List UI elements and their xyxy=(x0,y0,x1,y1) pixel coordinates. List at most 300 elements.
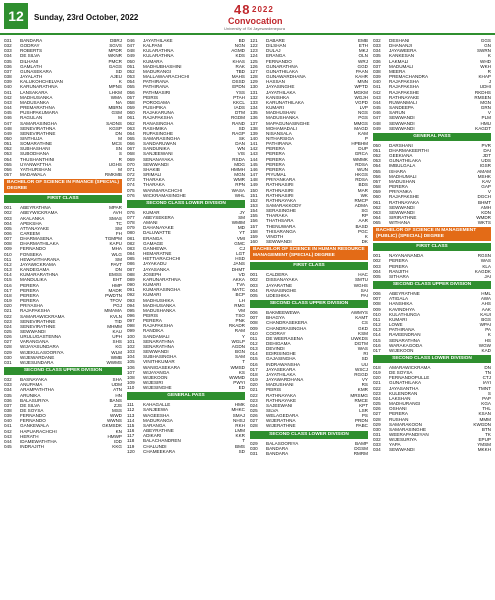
graduate-number: 136 xyxy=(250,115,258,121)
graduate-number: 043 xyxy=(4,99,12,105)
graduate-number: 011 xyxy=(4,256,12,262)
graduate-initials: EHT xyxy=(112,277,122,283)
graduate-initials: KDS xyxy=(235,53,245,59)
graduate-initials: MDG xyxy=(234,161,245,167)
graduate-name: MALLAWAARACHCHI xyxy=(143,74,190,80)
graduate-number: 025 xyxy=(4,328,12,334)
graduate-number: 046 xyxy=(4,115,12,121)
graduate-number: 144 xyxy=(250,156,258,162)
graduate-number: 160 xyxy=(250,239,258,245)
graduate-initials: MCS xyxy=(111,141,122,147)
graduate-name: INDRAJITH xyxy=(20,444,44,450)
graduate-name: MADUSHANI xyxy=(266,382,294,388)
graduate-name: RANASINGHA xyxy=(143,120,174,126)
degree-heading: BACHELOR OF SCIENCE IN HUMAN RESOURCE MANAGEMENT (SPECIAL) DEGREE xyxy=(250,246,368,260)
graduate-number: 128 xyxy=(250,74,258,80)
graduate-name: RAJAPAKSHA xyxy=(389,79,420,85)
graduate-name: BANDARA xyxy=(266,445,289,451)
graduate-number: 022 xyxy=(4,313,12,319)
graduate-name: SAJEEWANI xyxy=(266,402,293,408)
graduate-number: 050 xyxy=(373,142,381,148)
graduate-number: 079 xyxy=(127,225,135,231)
graduate-initials: WPAI xyxy=(479,322,491,328)
graduate-name: DILSHAN xyxy=(266,43,286,49)
graduate-number: 023 xyxy=(250,397,258,403)
graduate-initials: KN xyxy=(115,428,122,434)
graduate-number: 055 xyxy=(4,161,12,167)
graduate-number: 053 xyxy=(4,151,12,157)
graduate-name: SEWWANDI xyxy=(389,115,415,121)
graduate-number: 041 xyxy=(4,89,12,95)
graduate-name: GAJASINGHA xyxy=(266,356,296,362)
graduate-name: SENEVIRATHNE xyxy=(20,323,56,329)
graduate-initials: DAN xyxy=(235,141,245,147)
graduate-name: YATHURSHAN xyxy=(20,166,51,172)
graduate-name: DHANANJI xyxy=(389,43,412,49)
graduate-name: RATHNASIRI xyxy=(266,182,294,188)
graduate-initials: V xyxy=(487,189,491,195)
list-item xyxy=(250,423,368,428)
graduate-initials: KS xyxy=(238,369,245,375)
graduate-number: 148 xyxy=(250,177,258,183)
graduate-name: SOMARATHNE xyxy=(20,141,53,147)
graduate-name: KUMAR xyxy=(143,209,160,215)
graduate-name: WAGEESHA xyxy=(143,412,170,418)
graduate-name: PEIRIS xyxy=(266,387,282,393)
graduate-name: MOHAMADALI xyxy=(266,125,297,131)
graduate-number: 139 xyxy=(250,130,258,136)
graduate-number: 057 xyxy=(373,178,381,184)
graduate-initials: KAUI xyxy=(480,311,491,317)
graduate-initials: GKMSDK xyxy=(102,423,122,429)
graduate-number: 058 xyxy=(373,184,381,190)
graduate-number: 015 xyxy=(4,277,12,283)
graduate-number: 006 xyxy=(250,310,258,316)
graduate-initials: RKH xyxy=(235,422,245,428)
graduate-name: KULENDRAN xyxy=(389,390,418,396)
graduate-number: 071 xyxy=(127,166,135,172)
graduate-number: 017 xyxy=(373,347,381,353)
graduate-initials: AGDN xyxy=(231,343,245,349)
graduate-initials: THL xyxy=(482,406,491,412)
graduate-initials: HMU xyxy=(480,120,491,126)
graduate-name: VARANGANA xyxy=(20,339,49,345)
graduate-number: 094 xyxy=(127,302,135,308)
graduate-initials: WWMS xyxy=(106,359,122,365)
graduate-number: 158 xyxy=(250,228,258,234)
graduate-number: 059 xyxy=(373,189,381,195)
graduate-initials: RKADR xyxy=(228,323,245,329)
graduate-name: RASHMIKA xyxy=(143,125,167,131)
graduate-number: 090 xyxy=(127,282,135,288)
graduate-number: 129 xyxy=(250,79,258,85)
graduate-number: 125 xyxy=(250,58,258,64)
graduate-number: 034 xyxy=(373,48,381,54)
graduate-name: PATHIRANA xyxy=(389,327,415,333)
graduate-number: 013 xyxy=(250,346,258,352)
graduate-name: COORAY xyxy=(266,330,286,336)
graduate-number: 072 xyxy=(127,172,135,178)
graduate-initials: KLA xyxy=(482,263,491,269)
graduate-number: 075 xyxy=(127,187,135,193)
graduate-name: URULUGASTENNA xyxy=(20,334,62,340)
graduate-number: 026 xyxy=(4,334,12,340)
graduate-number: 013 xyxy=(4,267,12,273)
graduate-initials: IDD xyxy=(114,438,122,444)
graduate-name: HANSHIKA xyxy=(389,301,413,307)
graduate-name: MANDULIKA xyxy=(20,277,47,283)
graduate-initials: DTM xyxy=(235,110,245,116)
graduate-name: LOWE xyxy=(389,322,403,328)
graduate-initials: ATN xyxy=(113,387,122,393)
graduate-name: VINITHKUMAR xyxy=(143,359,175,365)
graduate-number: 123 xyxy=(250,48,258,54)
graduate-number: 054 xyxy=(373,163,381,169)
graduate-number: 114 xyxy=(127,417,135,423)
graduate-initials: K xyxy=(487,53,491,59)
graduate-name: GANHEWA xyxy=(143,245,167,251)
graduate-number: 035 xyxy=(4,392,12,398)
graduate-name: SENEVIRATHNA xyxy=(20,125,56,131)
graduate-name: PRIYANKA xyxy=(389,189,412,195)
issue-date: Sunday, 23rd October, 2022 xyxy=(34,13,139,22)
graduate-name: PERERA xyxy=(266,156,285,162)
graduate-initials: DBRJ xyxy=(110,38,122,43)
graduate-initials: RS xyxy=(361,382,368,388)
graduate-name: PUSHPAKUMARA xyxy=(20,110,59,116)
graduate-initials: HPBHM xyxy=(351,141,368,147)
graduate-initials: BANS xyxy=(109,397,122,403)
graduate-number: 055 xyxy=(127,84,135,90)
graduate-initials: KPT xyxy=(359,402,368,408)
graduate-number: 060 xyxy=(373,194,381,200)
graduate-initials: KKG xyxy=(112,444,122,450)
graduate-number: 033 xyxy=(373,442,381,448)
graduate-initials: WSCJ xyxy=(354,366,368,372)
graduate-number: 131 xyxy=(250,89,258,95)
graduate-number: 058 xyxy=(127,99,135,105)
graduate-number: 016 xyxy=(4,282,12,288)
graduate-initials: WN xyxy=(237,146,245,152)
graduate-name: PEIRIS xyxy=(143,94,159,100)
graduate-number: 098 xyxy=(127,323,135,329)
graduate-number: 080 xyxy=(127,230,135,236)
graduate-initials: HML xyxy=(481,291,491,297)
graduate-number: 104 xyxy=(127,354,135,360)
graduate-number: 048 xyxy=(4,125,12,131)
graduate-initials: DSSD xyxy=(232,79,245,85)
graduate-initials: GAGS xyxy=(108,63,122,69)
graduate-number: 031 xyxy=(250,450,258,456)
graduate-number: 003 xyxy=(4,215,12,221)
graduate-number: 110 xyxy=(127,385,135,391)
graduate-name: DHARMAKEERTHI xyxy=(389,147,429,153)
graduate-initials: BTN xyxy=(481,426,491,432)
graduate-number: 159 xyxy=(250,233,258,239)
graduate-name: SEWWANDI xyxy=(143,349,169,355)
graduate-name: KAHAGALLE xyxy=(143,402,171,408)
graduate-number: 011 xyxy=(373,316,381,322)
graduate-initials: WMDR xyxy=(476,215,491,220)
graduate-initials: TN xyxy=(484,370,491,376)
graduate-number: 017 xyxy=(250,366,258,372)
graduate-name: SENANAYAKA xyxy=(143,156,174,162)
graduate-initials: M xyxy=(118,115,122,121)
graduate-number: 066 xyxy=(127,141,135,147)
graduate-name: FERNANDO xyxy=(20,418,46,424)
graduate-initials: MNN xyxy=(357,79,368,85)
graduate-number: 064 xyxy=(373,215,381,220)
graduate-name: THENUWARA xyxy=(266,223,296,229)
graduate-number: 003 xyxy=(250,282,258,288)
graduate-name: KUMARI xyxy=(143,282,161,288)
graduate-initials: WK xyxy=(360,192,368,198)
graduate-initials: HMK xyxy=(234,402,245,408)
graduate-number: 051 xyxy=(127,63,135,69)
graduate-name: HEWAVITHARANA xyxy=(20,256,60,262)
graduate-initials: AJEU xyxy=(110,74,122,80)
graduate-initials: HKGS xyxy=(354,172,368,178)
graduate-name: DE SILVA xyxy=(20,402,40,408)
graduate-number: 036 xyxy=(373,58,381,64)
graduate-name: KUMARA xyxy=(143,58,163,64)
graduate-name: WITHANA xyxy=(389,220,411,226)
graduate-name: PATHIRANA xyxy=(143,79,169,85)
graduate-name: SANDUNIKA xyxy=(143,146,170,152)
graduate-initials: Y xyxy=(241,333,245,339)
graduate-number: 035 xyxy=(373,53,381,59)
graduate-name: SAMARAKKODY xyxy=(266,203,302,208)
graduate-number: 061 xyxy=(373,199,381,205)
graduate-initials: RGSN xyxy=(477,253,491,259)
graduate-initials: SADNS xyxy=(106,120,122,126)
graduate-name: JAYATHILAKE xyxy=(143,38,173,43)
graduate-number: 137 xyxy=(250,120,258,126)
graduate-name: RAJAKARUNA xyxy=(143,110,174,116)
graduate-number: 033 xyxy=(4,382,12,388)
graduate-number: 032 xyxy=(4,377,12,383)
graduate-initials: TSO xyxy=(235,312,245,318)
graduate-name: HEMARATNE xyxy=(143,251,172,257)
graduate-name: SINTHUJA xyxy=(20,135,43,141)
graduate-name: DE SOYSA xyxy=(389,370,413,376)
graduate-number: 061 xyxy=(127,115,135,121)
graduate-number: 132 xyxy=(250,94,258,100)
graduate-name: FONSEKA xyxy=(20,251,42,257)
graduate-initials: GN xyxy=(484,43,491,49)
graduate-number: 024 xyxy=(373,395,381,401)
graduate-name: FERNANDO xyxy=(266,58,292,64)
graduate-initials: AMH xyxy=(480,204,491,210)
graduate-name: BHAGYA xyxy=(266,315,285,321)
graduate-name: PERERA xyxy=(266,166,285,172)
graduate-name: JAYAKADU xyxy=(143,261,167,267)
graduate-number: 042 xyxy=(4,428,12,434)
graduate-name: KARUNARATHNA xyxy=(20,84,58,90)
graduate-name: WANNIARACHCHI xyxy=(143,187,183,193)
graduate-name: WIJAYASUNDARA xyxy=(20,344,59,350)
graduate-initials: LHKM xyxy=(109,89,122,95)
graduate-number: 150 xyxy=(250,187,258,193)
graduate-number: 089 xyxy=(127,276,135,282)
graduate-number: 029 xyxy=(373,421,381,427)
graduate-number: 006 xyxy=(4,231,12,236)
graduate-number: 012 xyxy=(4,261,12,267)
graduate-number: 085 xyxy=(127,256,135,262)
graduate-number: 036 xyxy=(4,63,12,69)
class-heading: SECOND CLASS LOWER DIVISION xyxy=(373,355,491,363)
graduate-number: 043 xyxy=(4,433,12,439)
graduate-number: 134 xyxy=(250,105,258,111)
graduate-name: SIRIRATHNE xyxy=(389,215,417,220)
graduate-number: 049 xyxy=(127,53,135,59)
graduate-name: SANDARUWAN xyxy=(143,141,177,147)
graduate-number: 042 xyxy=(373,89,381,95)
graduate-initials: KSM xyxy=(358,330,368,336)
graduate-number: 027 xyxy=(250,418,258,424)
graduate-initials: WMA xyxy=(110,94,122,100)
graduate-name: PERERA xyxy=(389,258,408,264)
graduate-initials: AMAM xyxy=(477,168,491,174)
graduate-number: 038 xyxy=(373,68,381,74)
graduate-number: 044 xyxy=(4,105,12,111)
graduate-initials: PAP xyxy=(482,395,491,401)
graduate-name: NISANSALA xyxy=(266,130,292,136)
graduate-number: 147 xyxy=(250,172,258,178)
graduate-number: 088 xyxy=(127,271,135,277)
graduate-number: 067 xyxy=(127,146,135,152)
graduate-name: NAYANANANDA xyxy=(389,253,424,259)
graduate-name: ANUPAMA xyxy=(20,382,43,388)
graduate-initials: AKKA xyxy=(232,276,245,282)
graduate-initials: RMCE xyxy=(354,397,368,403)
graduate-initials: KVLN xyxy=(109,313,122,319)
graduate-initials: HSD xyxy=(235,256,245,262)
graduate-name: JAYASANTHA xyxy=(389,385,419,391)
graduate-name: ABEYWICKRAMA xyxy=(20,210,58,216)
graduate-initials: MAR xyxy=(357,187,368,193)
graduate-name: SARANGA xyxy=(143,422,166,428)
graduate-number: 040 xyxy=(4,418,12,424)
graduate-name: SANDEEPA xyxy=(389,105,414,111)
graduate-initials: SWRN xyxy=(476,48,491,54)
graduate-name: GUNATHILAKA xyxy=(266,68,299,74)
graduate-number: 056 xyxy=(4,166,12,172)
graduate-name: DEHIGAMA xyxy=(266,340,291,346)
graduate-name: SAMARASINGHE xyxy=(389,426,427,432)
graduate-number: 070 xyxy=(127,161,135,167)
graduate-name: KULARATHNA xyxy=(143,48,174,54)
graduate-number: 124 xyxy=(250,53,258,59)
graduate-number: 022 xyxy=(250,392,258,398)
graduate-number: 119 xyxy=(127,443,135,449)
graduate-number: 034 xyxy=(4,387,12,393)
graduate-initials: S xyxy=(487,390,491,396)
graduate-number: 047 xyxy=(373,115,381,121)
graduate-name: SUBODHANA xyxy=(20,151,50,157)
graduate-initials: UDS xyxy=(481,158,491,164)
graduate-name: RAVEENDRAN xyxy=(389,332,421,338)
graduate-initials: RAK xyxy=(235,63,245,69)
graduate-number: 015 xyxy=(250,356,258,362)
graduate-name: RANASINGHE xyxy=(266,287,297,293)
graduate-name: AMARAWICKRAMA xyxy=(389,364,431,370)
list-item xyxy=(373,220,491,225)
graduate-initials: WWMD xyxy=(229,374,245,380)
graduate-initials: MGKM xyxy=(353,89,368,95)
graduate-name: VINOTH xyxy=(266,233,284,239)
graduate-initials: MHKC xyxy=(231,407,245,413)
graduate-number: 062 xyxy=(127,120,135,126)
graduate-initials: PMCR xyxy=(108,58,122,64)
graduate-name: MADHUSANKA xyxy=(20,94,53,100)
graduate-number: 004 xyxy=(250,287,258,293)
graduate-number: 009 xyxy=(4,246,12,252)
page-header xyxy=(0,0,495,36)
graduate-number: 038 xyxy=(4,408,12,413)
graduate-number: 027 xyxy=(373,411,381,417)
graduate-initials: VY xyxy=(361,377,368,383)
graduate-name: GUNAWARDHANA xyxy=(266,74,306,80)
graduate-number: 012 xyxy=(250,340,258,346)
graduate-initials: DGSM xyxy=(354,445,368,451)
graduate-initials: WMIM xyxy=(231,220,245,226)
graduate-name: DILHANI xyxy=(20,58,39,64)
graduate-number: 120 xyxy=(127,448,135,454)
graduate-name: ROBERTS xyxy=(20,48,43,54)
graduate-name: PEIRIS xyxy=(143,312,159,318)
graduate-number: 102 xyxy=(127,343,135,349)
graduate-name: SAMARASINGHA xyxy=(143,135,181,141)
graduate-initials: VIS xyxy=(237,151,245,157)
graduate-initials: K xyxy=(487,332,491,338)
graduate-number: 034 xyxy=(373,447,381,453)
graduate-number: 008 xyxy=(4,241,12,247)
graduate-number: 045 xyxy=(373,105,381,111)
graduate-initials: PGC xyxy=(358,228,368,234)
graduate-initials: SAI xyxy=(360,287,368,293)
graduate-name: SARUN xyxy=(389,110,406,116)
graduate-number: 015 xyxy=(373,337,381,343)
graduate-name: PERERA xyxy=(20,287,39,293)
graduate-name: THARAKA xyxy=(143,182,165,188)
graduate-number: 040 xyxy=(373,79,381,85)
graduate-initials: RMCP xyxy=(354,197,368,203)
graduate-name: SHAKIB xyxy=(143,166,160,172)
graduate-initials: WUN xyxy=(357,166,368,172)
graduate-initials: RAND xyxy=(231,120,245,126)
graduate-number: 052 xyxy=(127,68,135,74)
graduate-number: 054 xyxy=(4,156,12,162)
logo-subtitle: University of Sri Jayewardenepura xyxy=(224,26,285,31)
graduate-initials: SHS xyxy=(112,339,122,345)
graduate-initials: AAK xyxy=(481,306,491,312)
graduate-initials: MAHS xyxy=(231,74,245,80)
graduate-number: 053 xyxy=(127,74,135,80)
graduate-name: MADHUBHASHINI xyxy=(143,63,182,69)
graduate-name: KULARATHNA xyxy=(143,53,174,59)
graduate-initials: RMRM xyxy=(353,450,368,456)
graduate-name: MEERA xyxy=(389,68,406,74)
graduate-number: 014 xyxy=(4,272,12,278)
graduate-name: WIJEWARDANE xyxy=(20,354,55,360)
list-item xyxy=(250,451,368,456)
graduate-name: THATHSARA xyxy=(266,218,294,224)
graduate-number: 087 xyxy=(127,266,135,272)
graduate-number: 020 xyxy=(373,375,381,381)
graduate-name: DESHANI xyxy=(389,38,410,43)
graduate-name: DE SOYSA xyxy=(20,408,44,413)
